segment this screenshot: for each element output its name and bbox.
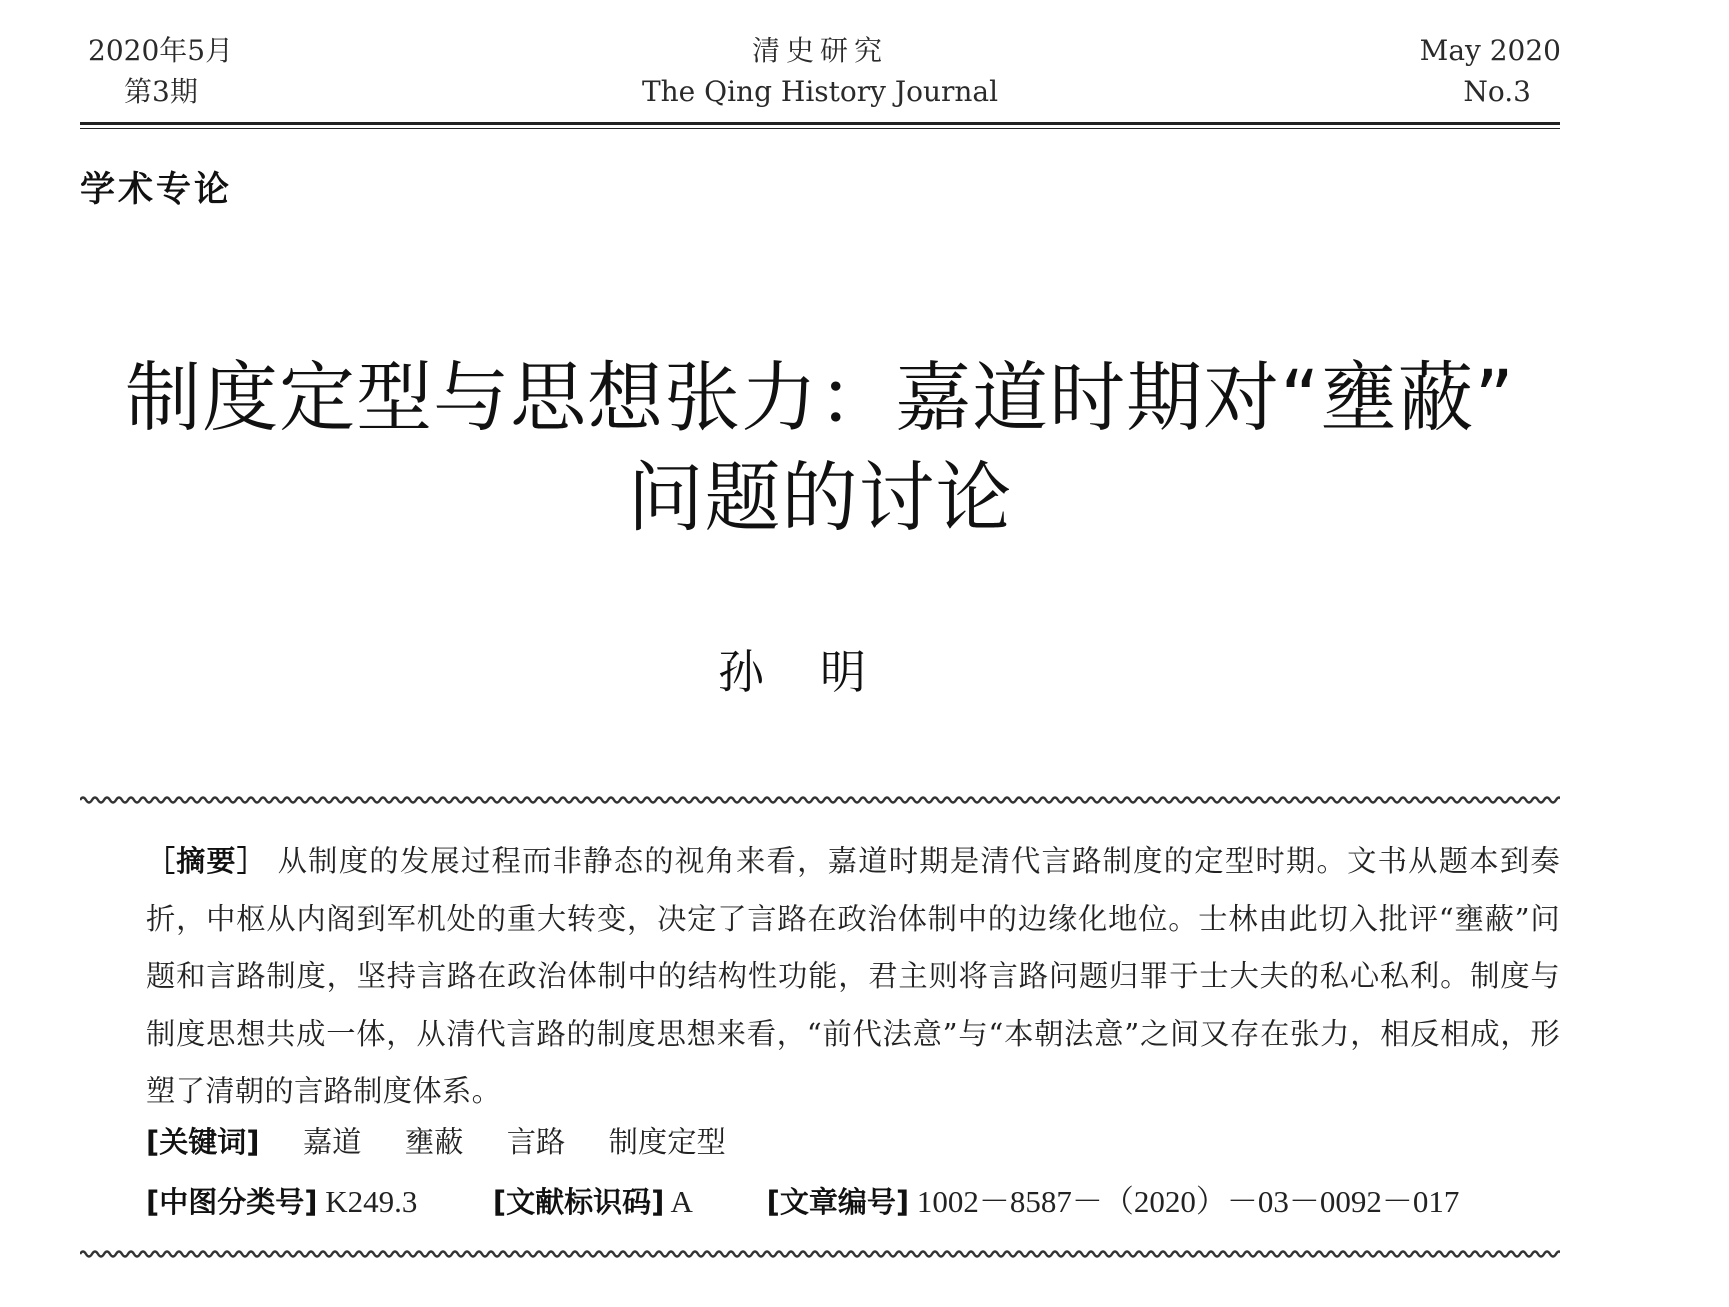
- abstract: [80, 833, 1560, 1121]
- keyword: 嘉道: [302, 1125, 362, 1159]
- journal-name-cn: 清史研究: [751, 34, 888, 67]
- wavy-divider-top: [80, 794, 1560, 806]
- keyword: 壅蔽: [404, 1125, 464, 1159]
- header-left: [88, 30, 233, 112]
- section-label: 学术专论: [80, 170, 233, 210]
- wavy-divider-bottom: [80, 1248, 1560, 1260]
- clc-value: K249.3: [325, 1184, 418, 1219]
- issue-number-en: No.3: [1463, 75, 1531, 108]
- author-name: 孙明: [718, 645, 922, 699]
- header-rule-thin: [80, 128, 1560, 129]
- keywords-label: [关键词]: [146, 1125, 260, 1159]
- classification-line: [146, 1176, 1459, 1221]
- abstract-label: ［摘要］: [146, 844, 268, 878]
- issue-date-en: May 2020: [1419, 34, 1561, 67]
- issue-number-cn: 第3期: [124, 75, 198, 108]
- keywords-line: [146, 1119, 726, 1161]
- keyword: 制度定型: [608, 1125, 726, 1159]
- article-number-value: 1002－8587－（2020）－03－0092－017: [916, 1184, 1460, 1219]
- issue-date-cn: 2020年5月: [88, 34, 234, 67]
- title-line-2: 问题的讨论: [627, 453, 1013, 542]
- article-title: [60, 348, 1580, 548]
- journal-name-en: The Qing History Journal: [641, 75, 999, 108]
- article-number-label: [文章编号]: [766, 1185, 910, 1219]
- header-center: [520, 30, 1120, 112]
- clc-label: [中图分类号]: [146, 1185, 318, 1219]
- doc-code-label: [文献标识码]: [492, 1185, 665, 1219]
- keyword: 言路: [506, 1125, 566, 1159]
- header-right: [1301, 30, 1561, 112]
- title-line-1: 制度定型与思想张力：嘉道时期对“壅蔽”: [125, 353, 1515, 442]
- doc-code-value: A: [670, 1184, 692, 1219]
- header-rule-thick: [80, 122, 1560, 125]
- abstract-text: 从制度的发展过程而非静态的视角来看，嘉道时期是清代言路制度的定型时期。文书从题本到奏折，中枢从内阁到军机处的重大转变，决定了言路在政治体制中的边缘化地位。士林由此切入批评“壅蔽”问题和言路制度，坚持言路在政治体制中的结构性功能，君主则将言路问题归罪于士大夫的私心私利。制度与制度思想共成一体，从清代言路的制度思想来看，“前代法意”与“本朝法意”之间又存在张力，相反相成，形塑了清朝的言路制度体系。: [146, 844, 1560, 1108]
